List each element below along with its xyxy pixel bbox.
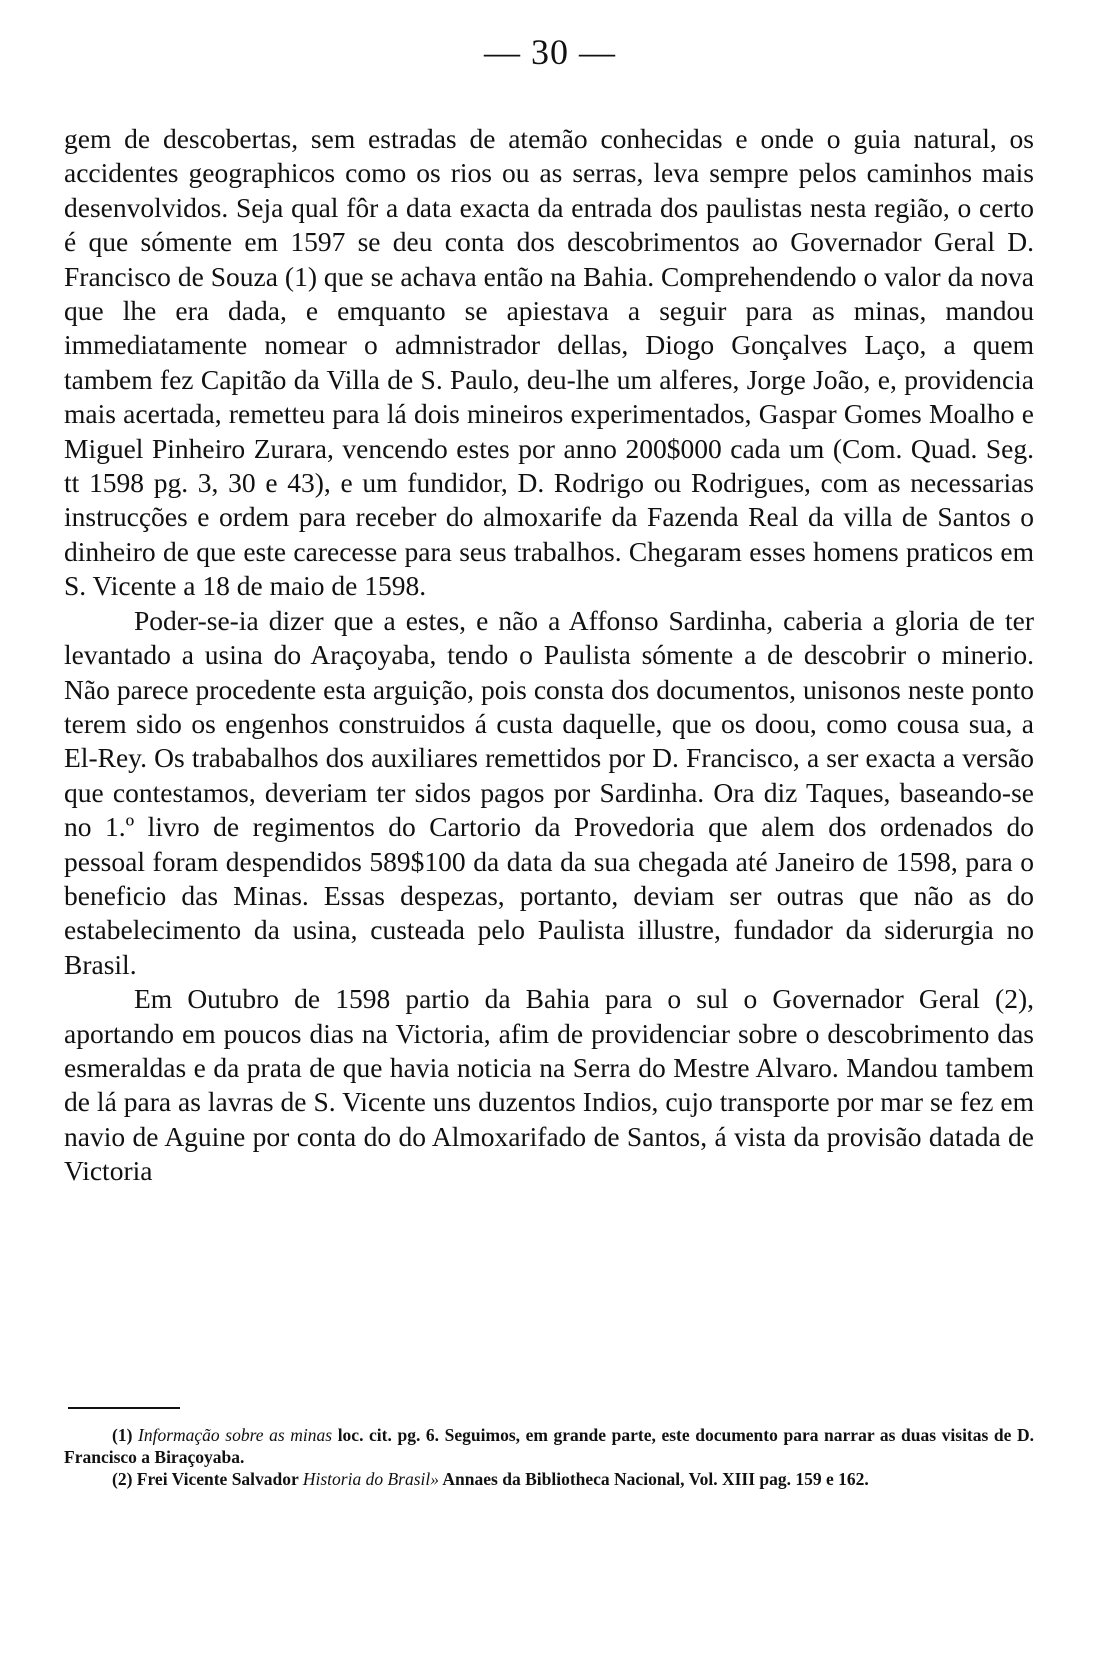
footnote-2 (64, 1468, 1034, 1490)
footnote-1-marker: (1) (112, 1425, 133, 1445)
footnote-1 (64, 1424, 1034, 1468)
page-number: — 30 — (484, 32, 616, 72)
paragraph-2: Poder-se-ia dizer que a estes, e não a Affonso Sardinha, caberia a gloria de ter levantado a usina do Araçoyaba, tendo o Paulista sómente a de descobrir o minerio. Não parece procedente esta arguição, pois consta dos documentos, unisonos neste ponto terem sido os engenhos construidos á custa daquelle, que os doou, como cousa sua, a El-Rey. Os trababalhos dos auxiliares remettidos por D. Francisco, a ser exacta a versão que contestamos, deveriam ter sidos pagos por Sardinha. Ora diz Taques, baseando-se no 1.º livro de regimentos do Cartorio da Provedoria que alem dos ordenados do pessoal foram despendidos 589$100 da data da sua chegada até Janeiro de 1598, para o beneficio das Minas. Essas despezas, portanto, deviam ser outras que não as do estabelecimento da usina, custeada pelo Paulista illustre, fundador da siderurgia no Brasil. (64, 604, 1034, 980)
paragraph-1: gem de descobertas, sem estradas de atemão conhecidas e onde o guia natural, os accidentes geographicos como os rios ou as serras, leva sempre pelos caminhos mais desenvolvidos. Seja qual fôr a data exacta da entrada dos paulistas nesta região, o certo é que sómente em 1597 se deu conta dos descobrimentos ao Governador Geral D. Francisco de Souza (1) que se achava então na Bahia. Comprehendendo o valor da nova que lhe era dada, e emquanto se apiestava a seguir para as minas, mandou immediatamente nomear o admnistrador dellas, Diogo Gonçalves Laço, a quem tambem fez Capitão da Villa de S. Paulo, deu-lhe um alferes, Jorge João, e, providencia mais acertada, remetteu para lá dois mineiros experimentados, Gaspar Gomes Moalho e Miguel Pinheiro Zurara, vencendo estes por anno 200$000 cada um (Com. Quad. Seg. tt 1598 pg. 3, 30 e 43), e um fundidor, D. Rodrigo ou Rodrigues, com as necessarias instrucções e ordem para receber do almoxarife da Fazenda Real da villa de Santos o dinheiro de que este carecesse para seus trabalhos. Chegaram esses homens praticos em S. Vicente a 18 de maio de 1598. (64, 123, 1034, 602)
footnote-1-reference: Informação sobre as minas (138, 1425, 333, 1445)
footnote-2-author: Frei Vicente Salvador (136, 1469, 299, 1489)
footnote-2-reference: Historia do Brasil» (302, 1469, 439, 1489)
footnote-2-marker: (2) (112, 1469, 133, 1489)
body-text (64, 122, 1034, 1189)
paragraph-3: Em Outubro de 1598 partio da Bahia para o sul o Governador Geral (2), aportando em poucos dias na Victoria, afim de providenciar sobre o descobrimento das esmeraldas e da prata de que havia noticia na Serra do Mestre Alvaro. Mandou tambem de lá para as lavras de S. Vicente uns duzentos Indios, cujo transporte por mar se fez em navio de Aguine por conta do do Almoxarifado de Santos, á vista da provisão datada de Victoria (64, 983, 1034, 1187)
footnote-divider (68, 1407, 180, 1409)
footnote-2-text: Annaes da Bibliotheca Nacional, Vol. XIII pag. 159 e 162. (442, 1469, 869, 1489)
footnote-1-text: loc. cit. pg. 6. Seguimos, em grande parte, este documento para narrar as duas visitas de D. Francisco a Biraçoyaba. (64, 1425, 1035, 1467)
footnotes (64, 1424, 1034, 1490)
